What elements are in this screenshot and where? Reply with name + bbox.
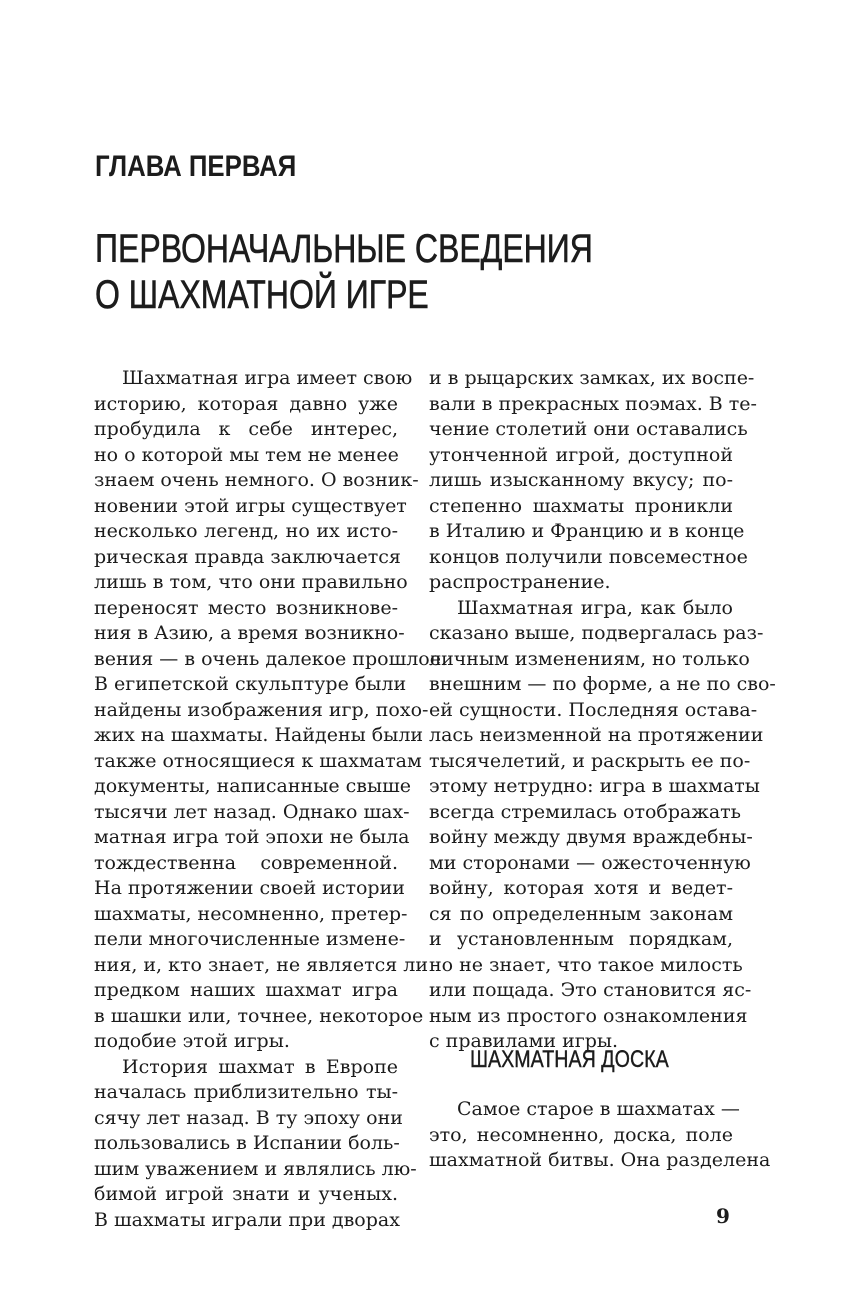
text-line: ей сущности. Последняя остава-	[429, 698, 758, 721]
text-line: также относящиеся к шахматам	[94, 749, 422, 772]
section-heading: ШАХМАТНАЯ ДОСКА	[470, 1046, 669, 1073]
text-line: в Италию и Францию и в конце	[429, 520, 745, 542]
section-body	[429, 1097, 771, 1174]
text-line: ми сторонами — ожесточенную	[429, 851, 751, 874]
text-line: переносят место возникнове-	[94, 596, 398, 619]
text-line: с правилами игры.	[429, 1030, 619, 1052]
text-line: вения — в очень далекое прошлое.	[94, 647, 448, 670]
text-line: шахматной битвы. Она разделена	[429, 1149, 771, 1171]
text-line: шим уважением и являлись лю-	[94, 1157, 417, 1180]
chapter-label: ГЛАВА ПЕРВАЯ	[95, 150, 297, 183]
text-line: тысячи лет назад. Однако шах-	[94, 800, 410, 823]
text-line: сказано выше, подвергалась раз-	[429, 622, 764, 644]
text-line: ния, и, кто знает, не является ли	[94, 953, 429, 976]
text-line: Шахматная игра имеет свою	[122, 367, 413, 389]
text-line: знаем очень немного. О возник-	[94, 469, 419, 491]
text-line: но о которой мы тем не менее	[94, 443, 399, 466]
text-line: шахматы, несомненно, претер-	[94, 902, 408, 925]
text-line: Шахматная игра, как было	[457, 596, 733, 619]
chapter-title-line: О ШАХМАТНОЙ ИГРЕ	[95, 273, 429, 317]
text-line: лишь изысканному вкусу; по-	[429, 469, 733, 491]
text-line: В шахматы играли при дворах	[94, 1208, 400, 1231]
text-line: ния в Азию, а время возникно-	[94, 622, 405, 644]
right-column	[429, 366, 776, 1055]
text-line: лишь в том, что они правильно	[94, 571, 408, 593]
text-line: или пощада. Это становится яс-	[429, 979, 752, 1001]
text-line: рическая правда заключается	[94, 545, 401, 568]
text-line: На протяжении своей истории	[94, 877, 405, 899]
text-line: лась неизменной на протяжении	[429, 724, 764, 746]
text-line: концов получили повсеместное	[429, 545, 748, 568]
text-line: ся по определенным законам	[429, 902, 733, 925]
text-line: Самое старое в шахматах —	[457, 1098, 740, 1120]
text-line: матная игра той эпохи не была	[94, 826, 410, 848]
text-line: тождественна современной.	[94, 851, 398, 874]
text-line: это, несомненно, доска, поле	[429, 1123, 733, 1146]
text-line: пробудила к себе интерес,	[94, 418, 398, 440]
text-line: новении этой игры существует	[94, 494, 407, 517]
text-line: в шашки или, точнее, некоторое	[94, 1004, 424, 1027]
text-line: тысячелетий, и раскрыть ее по-	[429, 749, 751, 772]
text-line: историю, которая давно уже	[94, 392, 398, 415]
text-line: и в рыцарских замках, их воспе-	[429, 367, 755, 389]
chapter-title-line: ПЕРВОНАЧАЛЬНЫЕ СВЕДЕНИЯ	[95, 227, 593, 271]
text-line: началась приблизительно ты-	[94, 1081, 398, 1103]
text-line: пользовались в Испании боль-	[94, 1132, 400, 1154]
text-line: распространение.	[429, 571, 611, 593]
text-line: войну, которая хотя и ведет-	[429, 877, 733, 899]
text-line: ным из простого ознакомления	[429, 1004, 748, 1027]
text-line: подобие этой игры.	[94, 1030, 290, 1052]
text-line: документы, написанные свыше	[94, 775, 411, 797]
text-line: этому нетрудно: игра в шахматы	[429, 775, 760, 797]
text-line: войну между двумя враждебны-	[429, 826, 753, 848]
text-line: утонченной игрой, доступной	[429, 443, 733, 466]
text-line: История шахмат в Европе	[122, 1055, 398, 1078]
text-line: личным изменениям, но только	[429, 647, 750, 670]
text-line: бимой игрой знати и ученых.	[94, 1183, 398, 1205]
text-line: сячу лет назад. В ту эпоху они	[94, 1106, 403, 1129]
text-line: В египетской скульптуре были	[94, 673, 407, 695]
text-line: найдены изображения игр, похо-	[94, 698, 429, 721]
text-line: пели многочисленные измене-	[94, 928, 406, 950]
chapter-title	[95, 226, 593, 318]
text-line: всегда стремилась отображать	[429, 800, 742, 823]
text-line: степенно шахматы проникли	[429, 494, 733, 517]
text-line: внешним — по форме, а не по сво-	[429, 673, 776, 695]
page-number: 9	[716, 1204, 730, 1228]
text-line: и установленным порядкам,	[429, 928, 733, 950]
text-line: чение столетий они оставались	[429, 418, 748, 440]
left-column	[94, 366, 448, 1233]
text-line: вали в прекрасных поэмах. В те-	[429, 392, 757, 415]
text-line: несколько легенд, но их исто-	[94, 520, 398, 542]
text-line: жих на шахматы. Найдены были	[94, 724, 424, 746]
text-line: предком наших шахмат игра	[94, 979, 398, 1001]
text-line: но не знает, что такое милость	[429, 953, 743, 976]
